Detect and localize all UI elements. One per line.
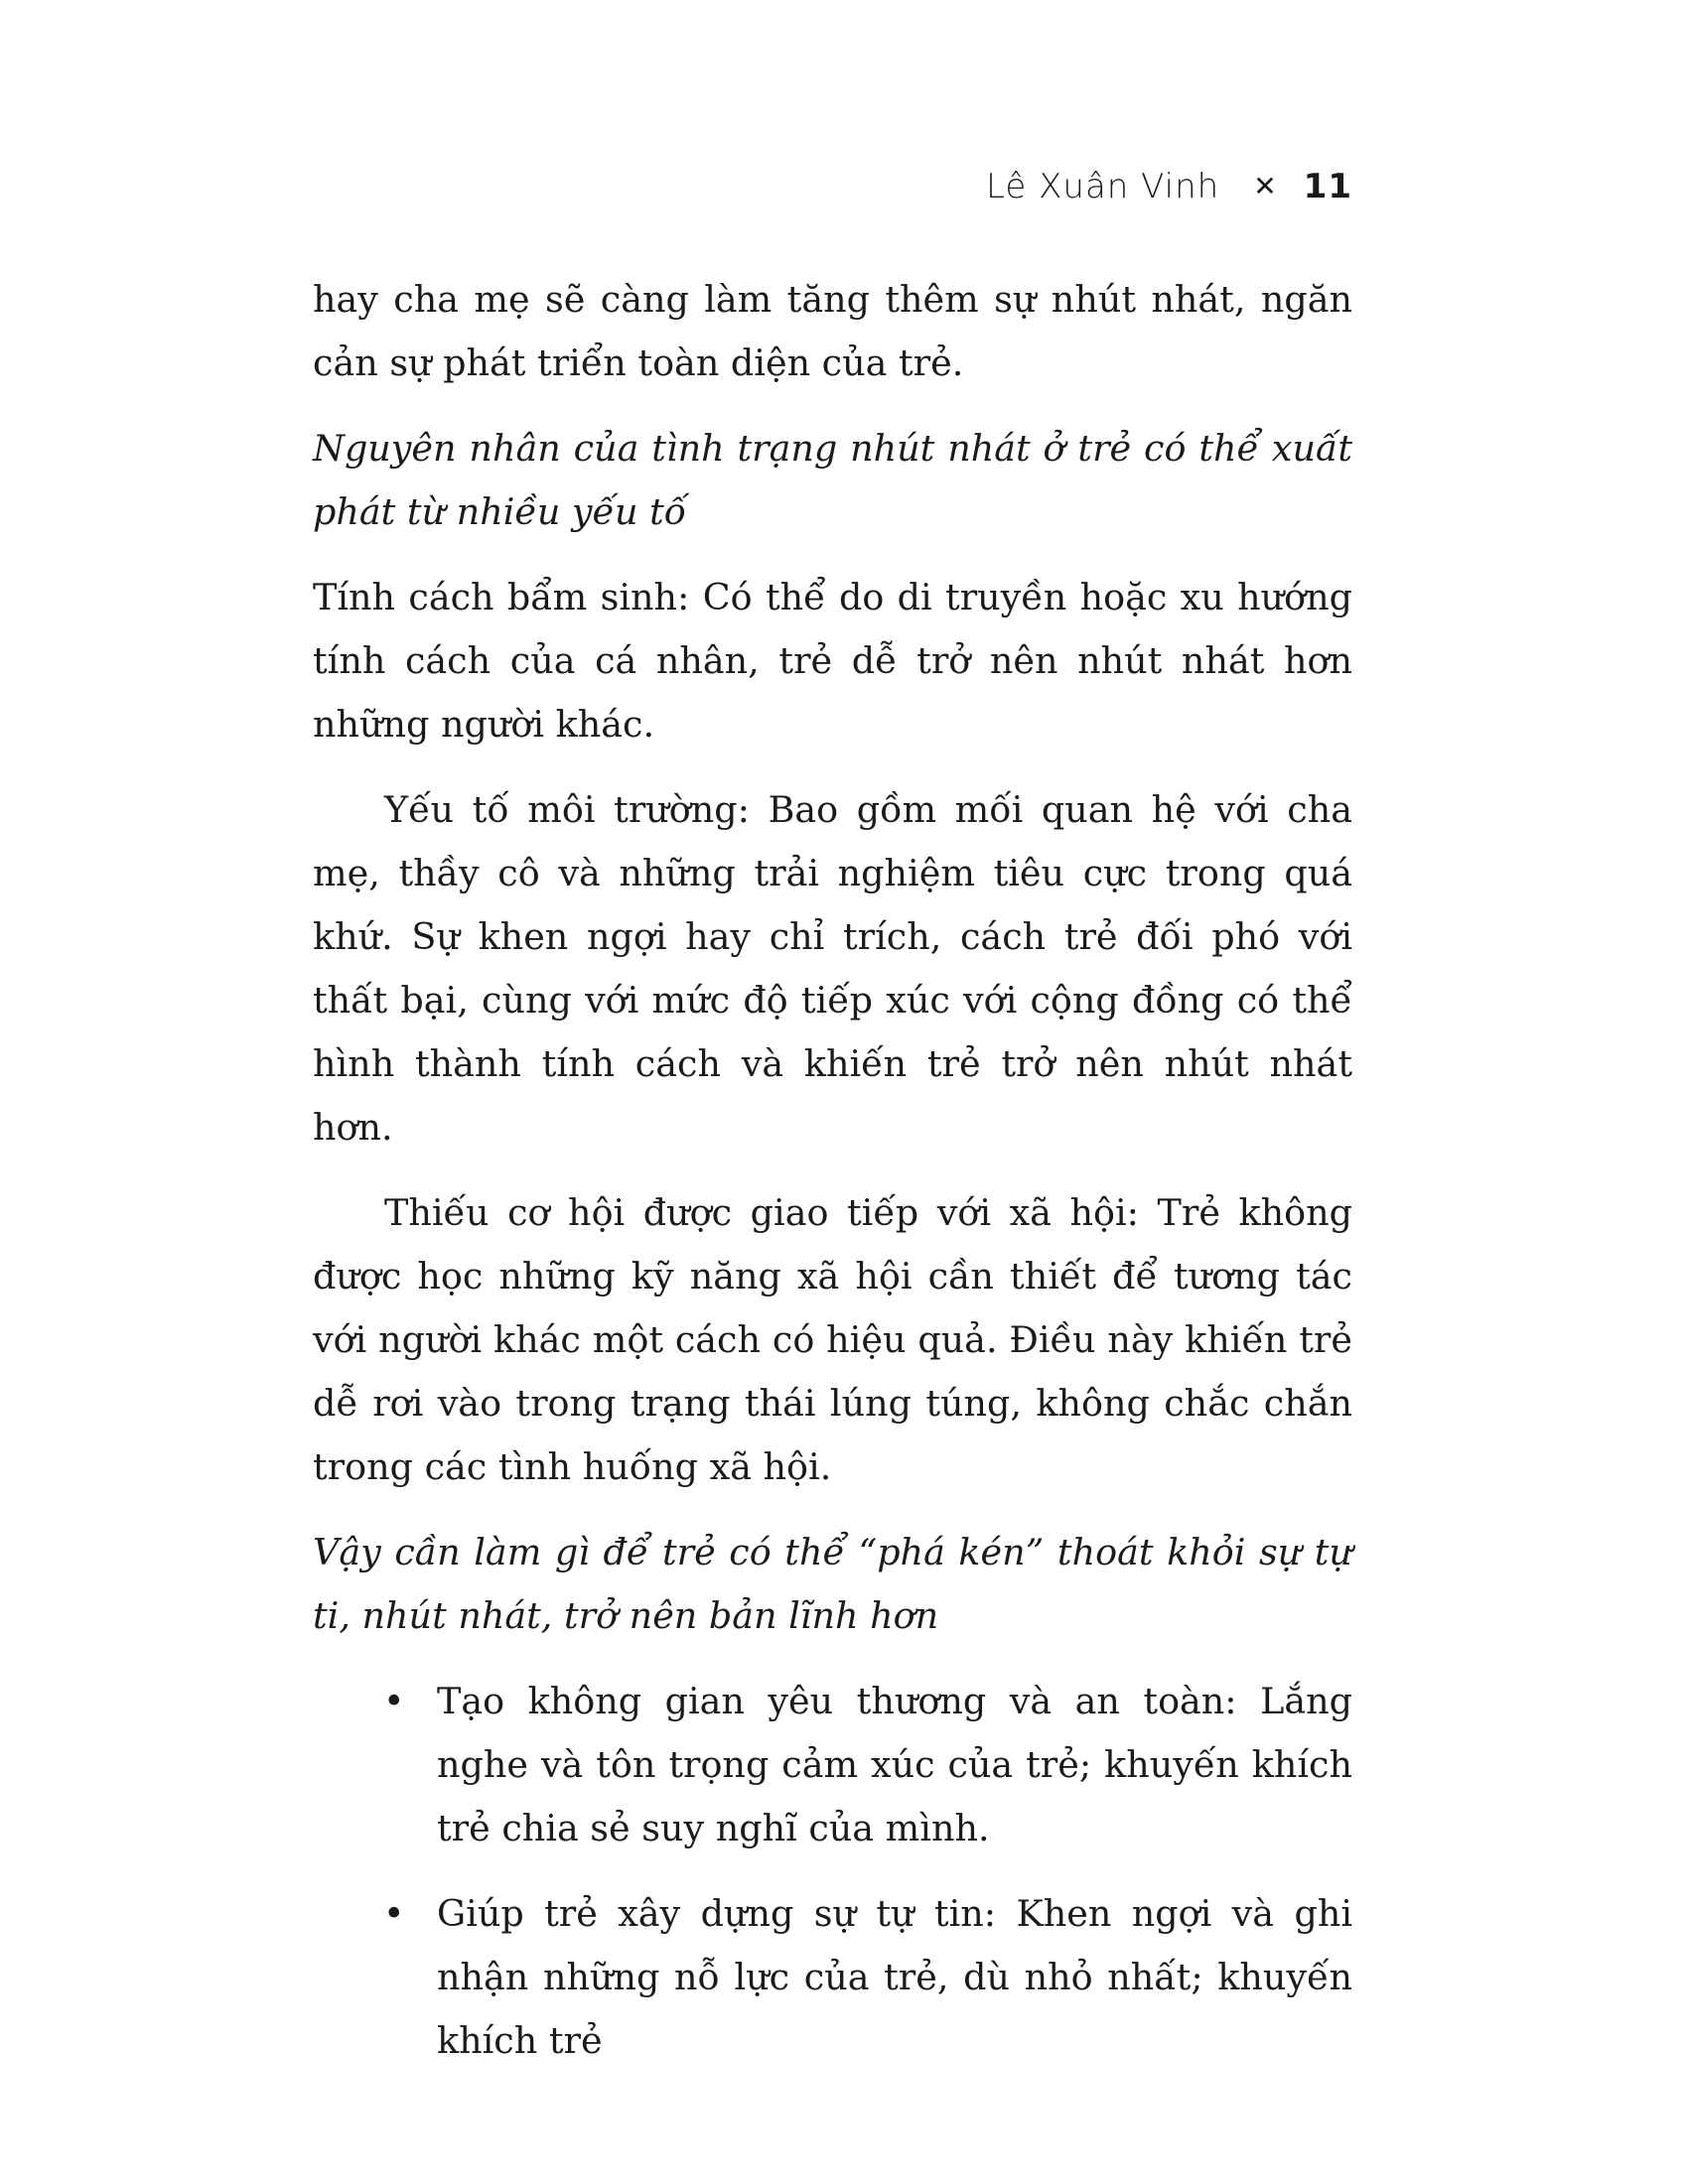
author-name: Lê Xuân Vinh xyxy=(986,167,1220,206)
list-item-text: Giúp trẻ xây dựng sự tự tin: Khen ngợi và ghi nhận những nỗ lực của trẻ, dù nhỏ nhất; khuyến khích trẻ xyxy=(437,1892,1352,2062)
paragraph-social-opportunity: Thiếu cơ hội được giao tiếp với xã hội: Trẻ không được học những kỹ năng xã hội cần thiết để tương tác với người khác một cách có hiệu quả. Điều này khiến trẻ dễ rơi vào trong trạng thái lúng túng, không chắc chắn trong các tình huống xã hội. xyxy=(313,1191,1352,1488)
bullet-icon: • xyxy=(383,1680,405,1722)
list-item xyxy=(383,1882,1352,2073)
page-number: 11 xyxy=(1303,167,1352,206)
italic-subheading-causes: Nguyên nhân của tình trạng nhút nhát ở trẻ có thể xuất phát từ nhiều yếu tố xyxy=(313,427,1352,533)
paragraph-innate-personality: Tính cách bẩm sinh: Có thể do di truyền hoặc xu hướng tính cách của cá nhân, trẻ dễ trở nên nhút nhát hơn những người khác. xyxy=(313,576,1352,746)
italic-subheading-solutions: Vậy cần làm gì để trẻ có thể “phá kén” thoát khỏi sự tự ti, nhút nhát, trở nên bản lĩnh hơn xyxy=(313,1531,1352,1637)
solutions-list xyxy=(313,1670,1352,2073)
paragraph-environment: Yếu tố môi trường: Bao gồm mối quan hệ với cha mẹ, thầy cô và những trải nghiệm tiêu cực trong quá khứ. Sự khen ngợi hay chỉ trích, cách trẻ đối phó với thất bại, cùng với mức độ tiếp xúc với cộng đồng có thể hình thành tính cách và khiến trẻ trở nên nhút nhát hơn. xyxy=(313,788,1352,1149)
bullet-icon: • xyxy=(383,1892,405,1935)
running-header xyxy=(986,167,1352,206)
body-text xyxy=(313,268,1352,2095)
paragraph-continuation: hay cha mẹ sẽ càng làm tăng thêm sự nhút nhát, ngăn cản sự phát triển toàn diện của trẻ. xyxy=(313,278,1352,384)
list-item-text: Tạo không gian yêu thương và an toàn: Lắng nghe và tôn trọng cảm xúc của trẻ; khuyến khích trẻ chia sẻ suy nghĩ của mình. xyxy=(437,1680,1352,1849)
separator-glyph: ✕ xyxy=(1253,170,1278,203)
list-item xyxy=(383,1670,1352,1860)
book-page xyxy=(313,0,1352,2184)
